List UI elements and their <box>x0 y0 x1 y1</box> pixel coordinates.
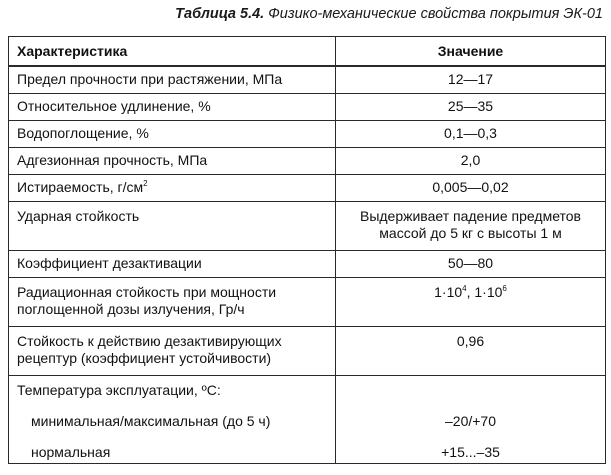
row-value <box>336 376 606 464</box>
caption-text: Физико-механические свойства покрытия ЭК-01 <box>268 6 603 22</box>
temperature-heading: Температура эксплуатации, ºС: <box>17 382 221 398</box>
table-row <box>9 202 606 251</box>
row-property: Водопоглощение, % <box>9 121 336 148</box>
temperature-normal-value: +15...–35 <box>441 444 500 460</box>
value-separator: , <box>466 284 475 300</box>
header-property: Характеристика <box>9 37 336 67</box>
row-property: Радиационная стойкость при мощности поглощенной дозы излучения, Гр/ч <box>9 278 336 327</box>
table-header-row <box>9 37 606 67</box>
properties-table <box>8 36 606 464</box>
row-value: 2,0 <box>336 148 606 175</box>
row-value: Выдерживает падение предметов массой до 5 кг с высоты 1 м <box>336 202 606 251</box>
row-property: Адгезионная прочность, МПа <box>9 148 336 175</box>
header-value: Значение <box>336 37 606 67</box>
superscript: 4 <box>462 284 467 293</box>
row-value: 25—35 <box>336 94 606 121</box>
table-row <box>9 327 606 376</box>
row-property: Стойкость к действию дезактивирующих рецептур (коэффициент устойчивости) <box>9 327 336 376</box>
temperature-min-max-label: минимальная/максимальная (до 5 ч) <box>31 413 271 429</box>
row-value: 50—80 <box>336 251 606 278</box>
superscript: 6 <box>502 284 507 293</box>
row-property <box>9 376 336 464</box>
row-value: 12—17 <box>336 66 606 94</box>
value-part-a: 1·10 <box>434 284 463 300</box>
caption-number: Таблица 5.4. <box>175 6 265 22</box>
table-row <box>9 376 606 464</box>
temperature-normal-label: нормальная <box>31 444 111 460</box>
temperature-min-max-value: –20/+70 <box>445 413 496 429</box>
superscript: 2 <box>143 179 148 188</box>
table-row <box>9 121 606 148</box>
row-property: Относительное удлинение, % <box>9 94 336 121</box>
table-caption <box>175 6 603 22</box>
table-row <box>9 278 606 327</box>
row-value: 0,1—0,3 <box>336 121 606 148</box>
row-property: Коэффициент дезактивации <box>9 251 336 278</box>
table-row <box>9 94 606 121</box>
row-property-text: Истираемость, г/см <box>17 179 144 195</box>
temperature-heading-value-spacer <box>344 382 597 413</box>
value-part-b: 1·10 <box>474 284 503 300</box>
row-value <box>336 278 606 327</box>
row-property: Предел прочности при растяжении, МПа <box>9 66 336 94</box>
table-row <box>9 175 606 202</box>
table-row <box>9 66 606 94</box>
table-row <box>9 251 606 278</box>
row-value: 0,005—0,02 <box>336 175 606 202</box>
table-row <box>9 148 606 175</box>
row-property <box>9 175 336 202</box>
row-value: 0,96 <box>336 327 606 376</box>
row-property: Ударная стойкость <box>9 202 336 251</box>
